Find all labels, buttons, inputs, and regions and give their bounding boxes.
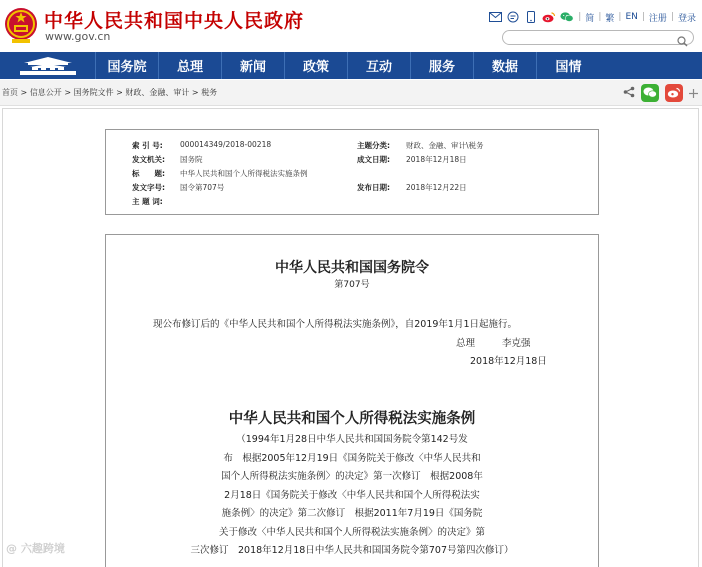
meta-title-label: 标 题:	[132, 169, 165, 178]
meta-topic-label: 主题分类:	[357, 141, 390, 150]
breadcrumb-finance[interactable]: 财政、金融、审计	[125, 88, 190, 97]
breadcrumb-separator: >	[61, 88, 74, 97]
announcement-text: 现公布修订后的《中华人民共和国个人所得税法实施条例》，自2019年1月1日起施行。	[153, 319, 518, 330]
share-wechat-icon[interactable]	[641, 84, 659, 102]
meta-row	[106, 196, 598, 210]
wechat-icon[interactable]	[560, 11, 574, 23]
breadcrumb-info-public[interactable]: 信息公开	[29, 88, 62, 97]
more-plus-icon[interactable]	[689, 83, 698, 102]
nav-interaction[interactable]: 互动	[348, 52, 411, 79]
breadcrumb-separator: >	[189, 88, 202, 97]
breadcrumb	[2, 87, 217, 98]
breadcrumb-bar	[0, 80, 702, 106]
separator: |	[598, 12, 602, 22]
share-weibo-icon[interactable]	[665, 84, 683, 102]
english-link[interactable]: EN	[625, 12, 638, 22]
meta-created-label: 成文日期:	[357, 155, 390, 164]
meta-row	[106, 182, 598, 196]
search-input[interactable]	[502, 30, 694, 45]
meta-published-value: 2018年12月22日	[406, 183, 467, 192]
separator: |	[641, 12, 645, 22]
meta-docno-label: 发文字号:	[132, 183, 165, 192]
history-line: 三次修订 2018年12月18日中华人民共和国国务院令第707号第四次修订）	[190, 545, 514, 556]
history-line: 施条例〉的决定》第二次修订 根据2011年7月19日《国务院	[221, 508, 483, 519]
signatory-name: 李克强	[502, 338, 531, 349]
meta-title-value: 中华人民共和国个人所得税法实施条例	[180, 169, 308, 178]
history-line: 2月18日《国务院关于修改〈中华人民共和国个人所得税法实	[224, 489, 480, 501]
article-body	[105, 234, 599, 567]
nav-policy[interactable]: 政策	[285, 52, 348, 79]
meta-issuer-label: 发文机关:	[132, 155, 165, 164]
signature-date: 2018年12月18日	[470, 356, 547, 367]
history-line: 布 根据2005年12月19日《国务院关于修改〈中华人民共和	[223, 452, 481, 464]
breadcrumb-separator: >	[113, 88, 126, 97]
meta-issuer-value: 国务院	[180, 155, 203, 164]
simplified-link[interactable]: 简	[585, 13, 595, 24]
breadcrumb-separator: >	[18, 88, 30, 97]
meta-keywords-label: 主 题 词:	[132, 197, 163, 206]
meta-docno-value: 国令第707号	[180, 183, 225, 192]
top-links	[488, 10, 696, 24]
nav-news[interactable]: 新闻	[222, 52, 285, 79]
nav-data[interactable]: 数据	[474, 52, 537, 79]
chat-icon[interactable]	[506, 11, 520, 23]
watermark-text: @ 六趣跨境	[6, 542, 65, 555]
breadcrumb-tax[interactable]: 税务	[201, 88, 218, 97]
meta-index-value: 000014349/2018-00218	[180, 140, 272, 149]
history-line: 关于修改〈中华人民共和国个人所得税法实施条例〉的决定》第	[218, 526, 485, 538]
weibo-icon[interactable]	[542, 11, 556, 23]
regulation-history	[106, 431, 598, 561]
login-link[interactable]: 登录	[677, 13, 696, 24]
mail-icon[interactable]	[488, 11, 502, 23]
site-url: www.gov.cn	[45, 30, 111, 43]
mobile-icon[interactable]	[524, 11, 538, 23]
regulation-title: 中华人民共和国个人所得税法实施条例	[228, 411, 476, 427]
breadcrumb-state-council-docs[interactable]: 国务院文件	[73, 88, 114, 97]
meta-created-value: 2018年12月18日	[406, 155, 467, 164]
meta-row	[106, 168, 598, 182]
history-line: 国个人所得税法实施条例〉的决定》第一次修订 根据2008年	[221, 471, 483, 482]
share-icon[interactable]	[623, 83, 635, 102]
signatory-title: 总理	[456, 338, 476, 349]
separator: |	[670, 12, 674, 22]
share-buttons	[623, 83, 698, 102]
nav-home-tiananmen-icon[interactable]	[0, 52, 96, 79]
register-link[interactable]: 注册	[648, 13, 667, 24]
decree-number: 第707号	[334, 280, 370, 290]
search-icon[interactable]	[677, 32, 688, 51]
meta-published-label: 发布日期:	[357, 183, 390, 192]
separator: |	[578, 12, 582, 22]
nav-premier[interactable]: 总理	[159, 52, 222, 79]
decree-title: 中华人民共和国国务院令	[275, 260, 429, 276]
document-meta-table	[105, 129, 599, 215]
separator: |	[618, 12, 622, 22]
meta-row	[106, 140, 598, 154]
main-nav	[0, 52, 702, 79]
traditional-link[interactable]: 繁	[605, 13, 615, 24]
history-line: （1994年1月28日中华人民共和国国务院令第142号发	[236, 434, 468, 445]
site-header	[0, 0, 702, 50]
nav-national-info[interactable]: 国情	[555, 60, 582, 75]
national-emblem-icon[interactable]	[4, 6, 38, 44]
meta-row	[106, 154, 598, 168]
nav-services[interactable]: 服务	[411, 52, 474, 79]
meta-topic-value: 财政、金融、审计\税务	[406, 141, 484, 150]
site-title[interactable]: 中华人民共和国中央人民政府	[44, 10, 305, 32]
breadcrumb-home[interactable]: 首页	[2, 88, 18, 97]
nav-state-council[interactable]: 国务院	[96, 52, 159, 79]
meta-index-label: 索 引 号:	[132, 141, 163, 150]
